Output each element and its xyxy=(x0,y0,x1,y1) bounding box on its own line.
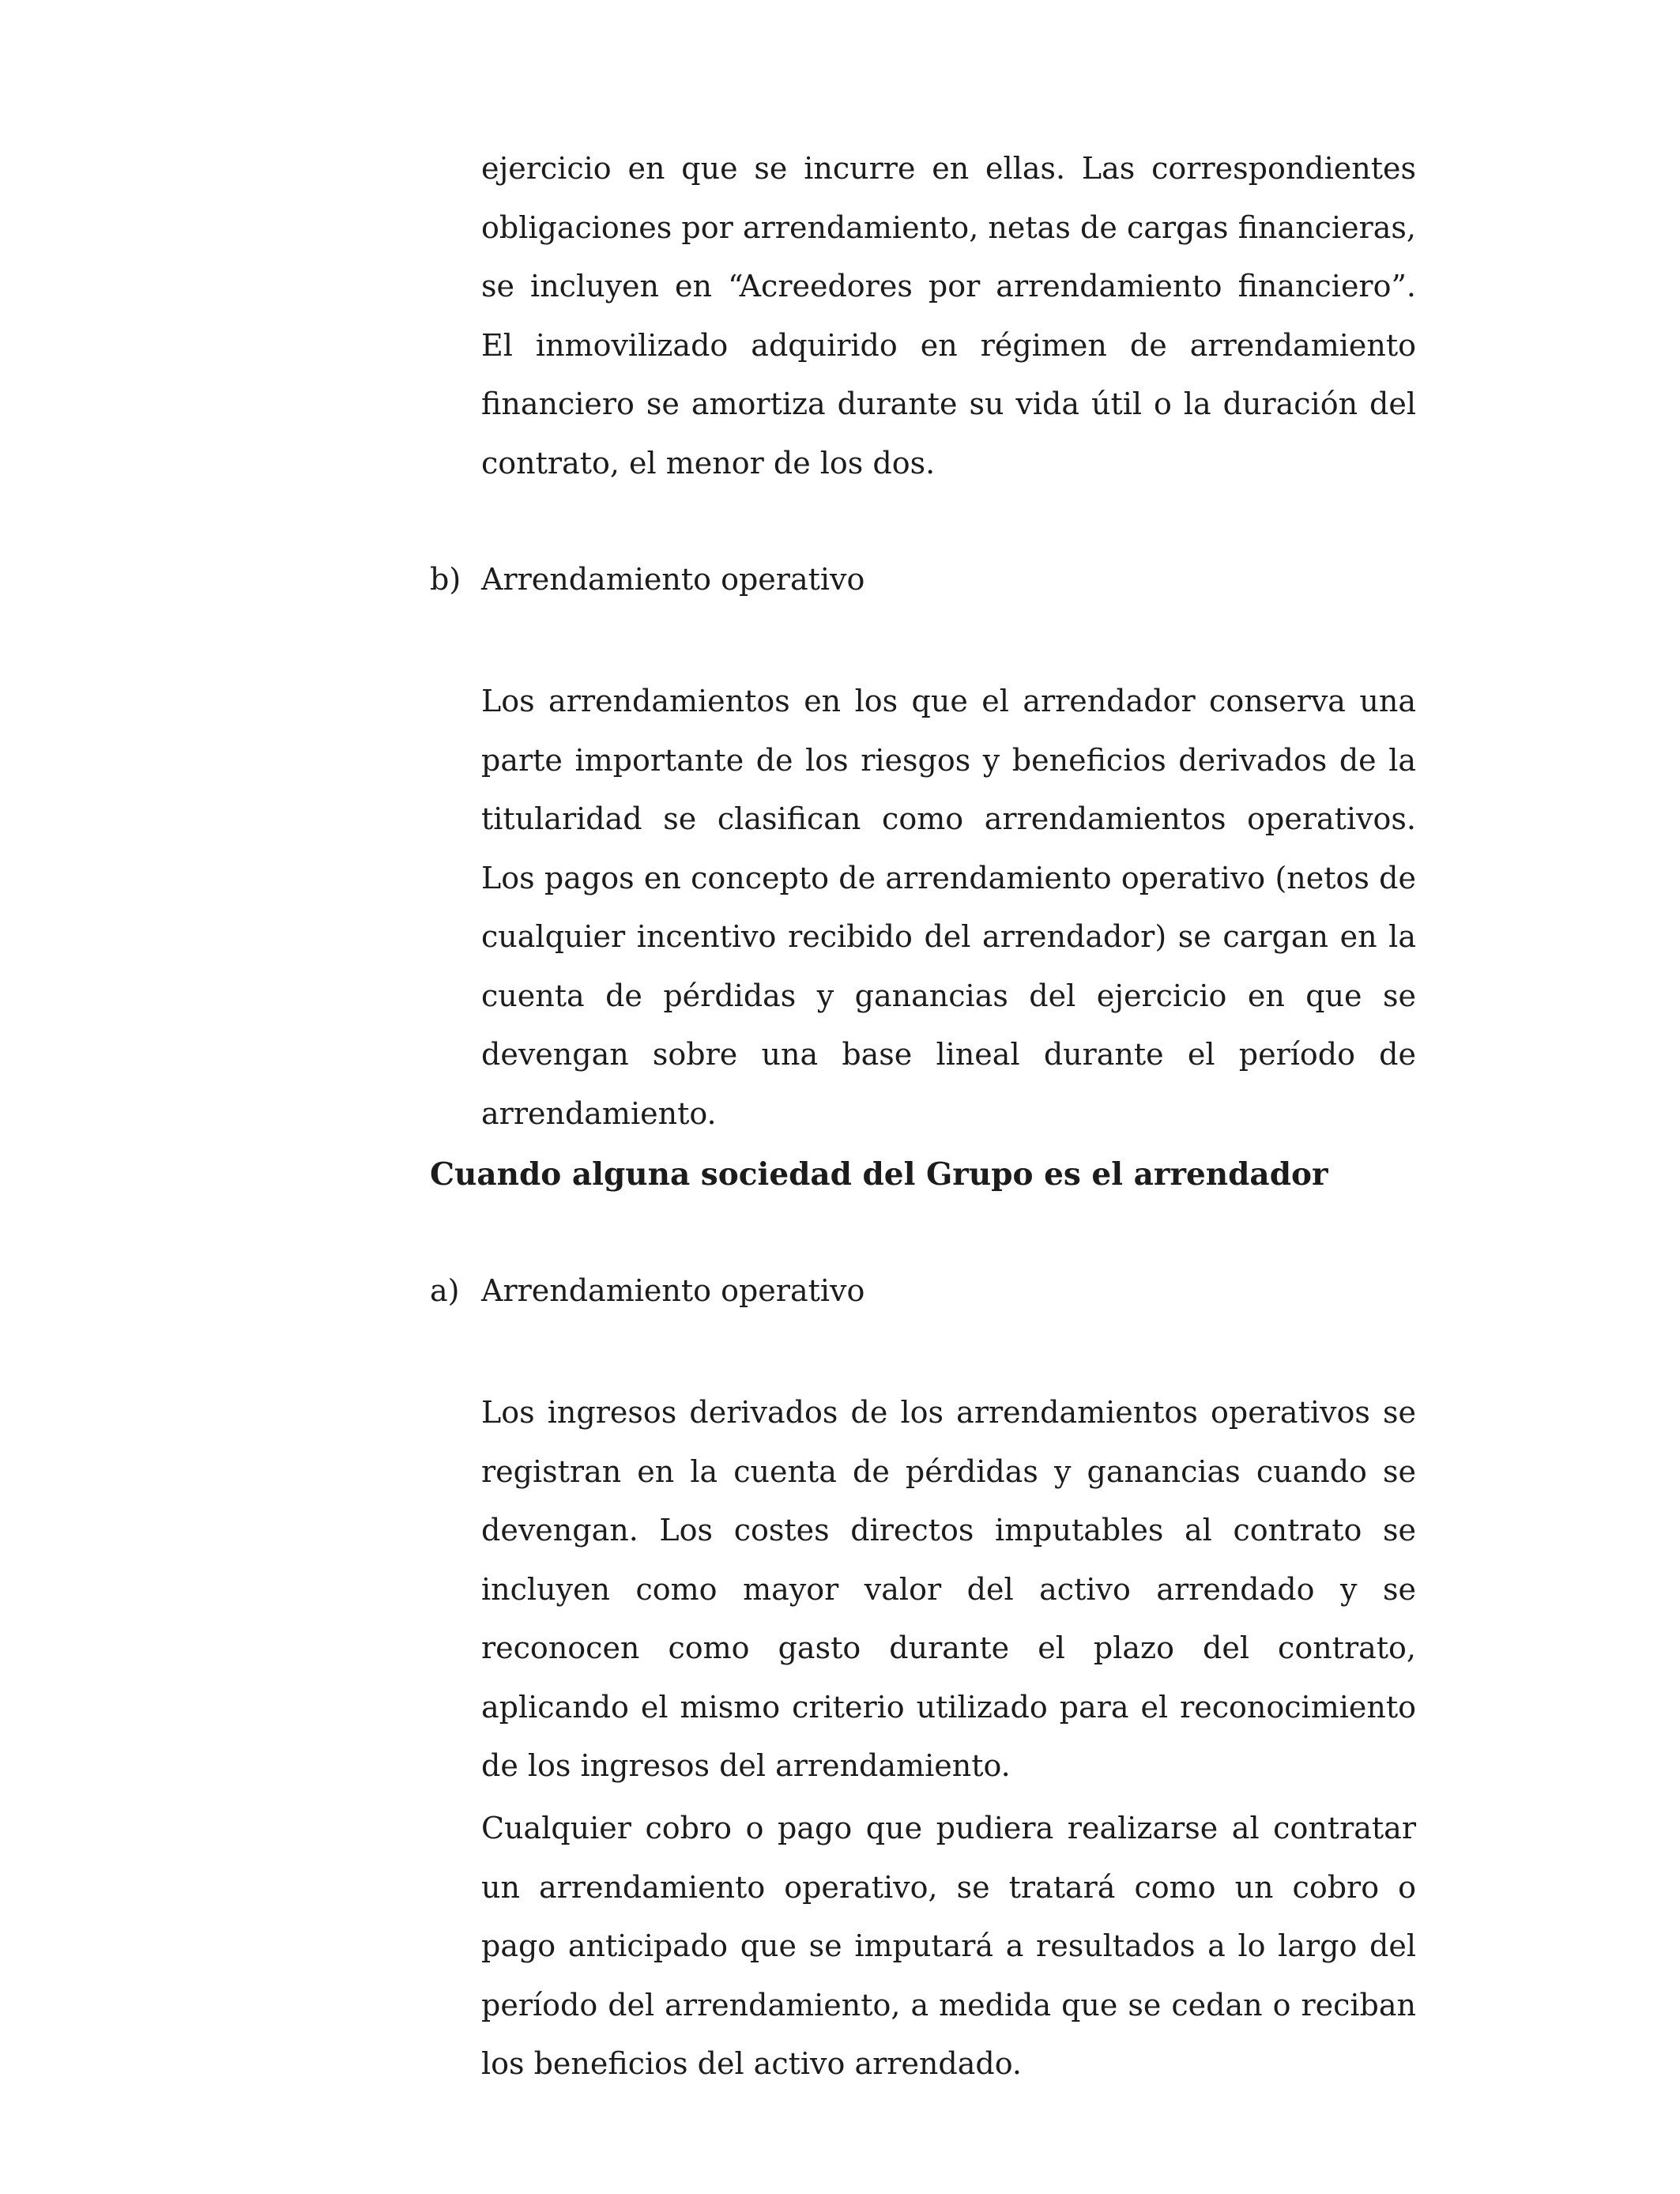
paragraph-operating-lease-income: Los ingresos derivados de los arrendamientos operativos se registran en la cuenta de pérdidas y ganancias cuando se devengan. Los costes directos imputables al contrato se incluyen como mayor valor del activo arrendado y se reconocen como gasto durante el plazo del contrato, aplicando el mismo criterio utilizado para el reconocimiento de los ingresos del arrendamiento. xyxy=(481,1395,1416,1783)
section-heading-lessor: Cuando alguna sociedad del Grupo es el arrendador xyxy=(430,1156,1328,1193)
paragraph-finance-lease-continuation: ejercicio en que se incurre en ellas. Las correspondientes obligaciones por arrendamiento, netas de cargas financieras, se incluyen en “Acreedores por arrendamiento financiero”. El inmovilizado adquirido en régimen de arrendamiento financiero se amortiza durante su vida útil o la duración del contrato, el menor de los dos. xyxy=(481,151,1416,481)
list-item-b-operating-lease xyxy=(430,556,864,603)
list-marker-b: b) xyxy=(430,562,461,597)
list-marker-a: a) xyxy=(430,1273,460,1308)
paragraph-operating-lease-lessee: Los arrendamientos en los que el arrendador conserva una parte importante de los riesgos y beneficios derivados de la titularidad se clasifican como arrendamientos operativos. Los pagos en concepto de arrendamiento operativo (netos de cualquier incentivo recibido del arrendador) se cargan en la cuenta de pérdidas y ganancias del ejercicio en que se devengan sobre una base lineal durante el período de arrendamiento. xyxy=(481,684,1416,1131)
list-item-a-operating-lease xyxy=(430,1267,864,1314)
list-item-label: Arrendamiento operativo xyxy=(481,562,865,597)
list-item-label: Arrendamiento operativo xyxy=(481,1273,865,1308)
paragraph-advance-payments: Cualquier cobro o pago que pudiera realizarse al contratar un arrendamiento operativo, se tratará como un cobro o pago anticipado que se imputará a resultados a lo largo del período del arrendamiento, a medida que se cedan o reciban los beneficios del activo arrendado. xyxy=(481,1811,1416,2081)
